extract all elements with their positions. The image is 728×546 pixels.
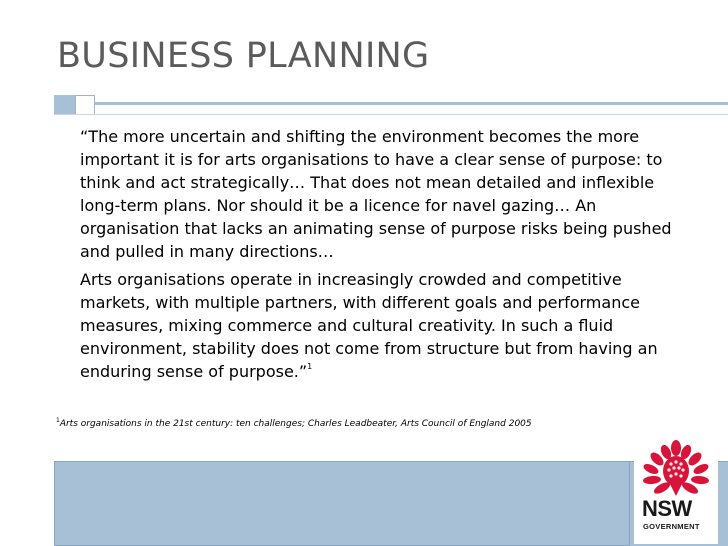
footer-panel bbox=[54, 461, 630, 546]
nsw-government-logo bbox=[634, 436, 718, 544]
rule-block-outline bbox=[75, 95, 95, 115]
footnote-text: Arts organisations in the 21st century: ten challenges; Charles Leadbeater, Arts Council of England 2005 bbox=[59, 419, 532, 429]
quote-paragraph-2 bbox=[80, 268, 680, 383]
waratah-icon bbox=[640, 438, 712, 500]
title-rule-underline bbox=[54, 114, 728, 115]
footnote bbox=[56, 419, 656, 429]
footnote-reference: 1 bbox=[307, 362, 313, 371]
footnote-marker: 1 bbox=[56, 417, 60, 424]
logo-wordmark: NSW bbox=[642, 496, 692, 521]
title-rule-ornament bbox=[54, 95, 95, 115]
rule-block-filled bbox=[54, 95, 75, 115]
quote-body bbox=[80, 125, 680, 383]
title-rule-line bbox=[95, 102, 728, 105]
slide-title: BUSINESS PLANNING bbox=[57, 36, 430, 76]
quote-paragraph-2-text: Arts organisations operate in increasingly crowded and competitive markets, with multiple partners, with different goals and performance measures, mixing commerce and cultural creativity. In such a fluid environment, stability does not come from structure but from having an enduring sense of purpose.” bbox=[80, 270, 658, 381]
logo-subtitle: GOVERNMENT bbox=[643, 522, 700, 531]
quote-paragraph-1: “The more uncertain and shifting the environment becomes the more important it is for arts organisations to have a clear sense of purpose: to think and act strategically… That does not mean detailed and inflexible long-term plans. Nor should it be a licence for navel gazing… An organisation that lacks an animating sense of purpose risks being pushed and pulled in many directions… bbox=[80, 127, 672, 261]
